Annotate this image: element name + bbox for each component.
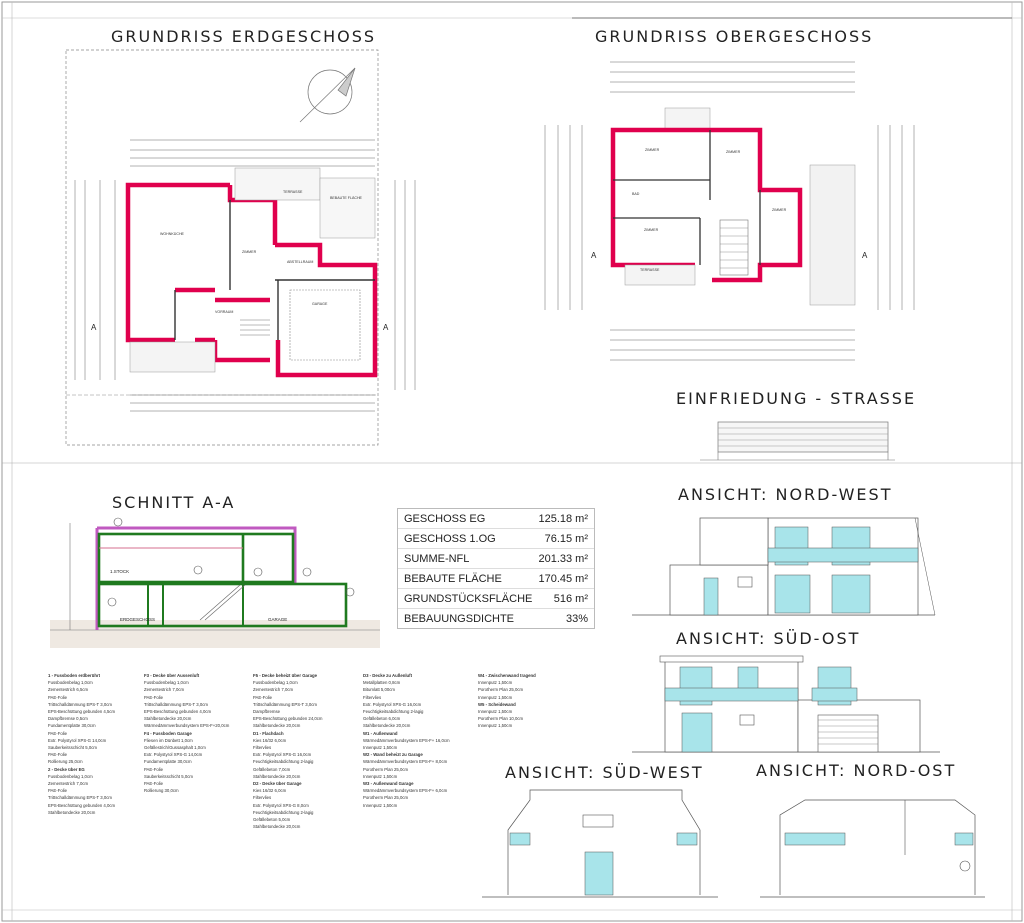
legend-line: EPS-Beschüttung gebunden 4,5cm	[48, 709, 116, 715]
legend-line: Wärmedämmverbundsystem EPS-F+ 16,0cm	[363, 737, 450, 743]
legend-line: Fussbodenbelag 1,0cm	[48, 680, 93, 686]
legend-line: EPS-Beschüttung gebunden 4,0cm	[48, 802, 116, 808]
title-ansicht-nordost: ANSICHT: NORD-OST	[756, 761, 957, 780]
title-grundriss-og: GRUNDRISS OBERGESCHOSS	[595, 27, 874, 46]
legend-line: Zementestrich 7,0cm	[144, 687, 185, 693]
legend-line: Wärmedämmverbundsystem EPS-F+ 8,0cm	[363, 759, 448, 765]
legend-line: F4 - Fussboden Garage	[144, 730, 192, 736]
title-ansicht-suedwest: ANSICHT: SÜD-WEST	[505, 763, 704, 782]
legend-line: Zementestrich 6,5cm	[48, 687, 89, 693]
legend-line: Innenputz 1,50cm	[478, 723, 513, 729]
area-value: 516 m²	[553, 592, 588, 605]
elevation-suedwest	[482, 790, 718, 897]
legend-line: Fussbodenbelag 1,0cm	[253, 680, 298, 686]
legend-line: Stahlbetondecke 20,0cm	[253, 723, 301, 729]
legend-line: Rollierung 30,0cm	[144, 788, 179, 794]
legend-column-4	[363, 672, 450, 809]
title-ansicht-nordwest: ANSICHT: NORD-WEST	[678, 485, 893, 504]
legend-line: Extr. Polystyrol XPS-G 14,0cm	[144, 752, 203, 758]
area-label: BEBAUUNGSDICHTE	[404, 612, 515, 625]
legend-line: Sauberkeitsschicht 5,0cm	[48, 745, 97, 751]
room-label-garage: GARAGE	[312, 302, 328, 306]
legend-line: Gefällebeton 5,0cm	[253, 817, 291, 823]
legend-line: Stahlbetondecke 20,0cm	[253, 773, 301, 779]
legend-line: W1 - Außenwand	[363, 730, 398, 736]
legend-line: D3 - Decke zu Außenluft	[363, 673, 413, 678]
legend-line: PAE-Folie	[48, 788, 68, 794]
legend-line: Innenputz 1,50cm	[478, 694, 513, 700]
area-label: GRUNDSTÜCKSFLÄCHE	[404, 592, 533, 605]
legend-line: Gefällebeton 6,0cm	[363, 716, 401, 722]
legend-line: W4 - Zwischenwand tragend	[478, 673, 536, 678]
section-marker-og-a-right: A	[862, 251, 868, 260]
legend-line: Trittschalldämmung EPS-T 3,0cm	[48, 795, 112, 801]
legend-column-1	[48, 672, 115, 816]
floorplan-og	[545, 62, 914, 360]
room-label-bad: BAD	[632, 192, 640, 196]
legend-line: Extr. Polystyrol XPS-G 16,0cm	[253, 752, 312, 758]
legend-line: Innenputz 1,50cm	[363, 802, 398, 808]
room-label-bebaute-flaeche: BEBAUTE FLÄCHE	[330, 196, 362, 200]
elevation-suedost	[632, 656, 940, 752]
legend-line: Fundamentplatte 30,0cm	[144, 759, 192, 765]
area-value: 170.45 m²	[538, 572, 588, 585]
section-marker-a-right: A	[383, 323, 389, 332]
legend-line: PAE-Folie	[48, 730, 68, 736]
legend-column-2	[144, 672, 229, 794]
room-label-zimmer-og1: ZIMMER	[645, 148, 660, 152]
area-row	[398, 529, 594, 549]
room-label-wohnkueche: WOHNKÜCHE	[160, 232, 184, 236]
legend-line: EPS-Beschüttung gebunden 24,0cm	[253, 716, 323, 722]
legend-line: F5 - Decke beheizt über Garage	[253, 673, 317, 678]
area-row	[398, 609, 594, 628]
legend-line: Wärmedämmverbundsystem EPS-F+20,0cm	[144, 723, 230, 729]
legend-line: 2 - Decke über EG	[48, 766, 85, 772]
legend-line: Feuchtigkeitsabdichtung 2-lagig	[253, 809, 314, 815]
legend-line: Extr. Polystyrol XPS-G 14,0cm	[48, 737, 107, 743]
section-drawing	[50, 518, 380, 648]
legend-column-5	[478, 672, 536, 730]
legend-line: PAE-Folie	[253, 694, 273, 700]
legend-line: Filtervlies	[363, 694, 382, 700]
legend-line: Stahlbetondecke 20,0cm	[253, 824, 301, 830]
legend-line: Fussbodenbelag 1,0cm	[144, 680, 189, 686]
legend-line: Fliesen im Dünbett 1,0cm	[144, 737, 193, 743]
room-label-zimmer-og3: ZIMMER	[644, 228, 659, 232]
legend-column-3	[253, 672, 323, 830]
area-label: GESCHOSS 1.OG	[404, 532, 496, 545]
legend-line: W3 - Außenwand Garage	[363, 781, 414, 787]
section-label-stock: 1.STOCK	[110, 569, 130, 574]
legend-line: Innenputz 1,50cm	[478, 680, 513, 686]
legend-line: Innenputz 1,50cm	[363, 745, 398, 751]
legend-line: Trittschalldämmung EPS-T 3,0cm	[253, 701, 317, 707]
legend-line: Sauberkeitsschicht 5,0cm	[144, 773, 193, 779]
area-value: 33%	[565, 612, 588, 625]
legend-line: Zementestrich 7,0cm	[253, 687, 294, 693]
legend-line: Bitumlatt 5,00cm	[363, 687, 396, 693]
legend-line: Trittschalldämmung EPS-T 3,0cm	[144, 701, 208, 707]
legend-line: Feuchtigkeitsabdichtung 2-lagig	[363, 709, 424, 715]
floorplan-eg	[66, 50, 415, 445]
legend-line: Filtervlies	[253, 745, 272, 751]
legend-line: Dampfbremse	[253, 709, 280, 715]
title-schnitt: SCHNITT A-A	[112, 493, 236, 512]
legend-line: PAE-Folie	[144, 766, 164, 772]
legend-line: Fussbodenbelag 1,0cm	[48, 773, 93, 779]
room-label-vorraum: VORRAUM	[215, 310, 234, 314]
area-value: 125.18 m²	[538, 512, 588, 525]
legend-line: Innenputz 1,50cm	[363, 773, 398, 779]
area-label: BEBAUTE FLÄCHE	[404, 572, 502, 585]
section-marker-a-left: A	[91, 323, 97, 332]
room-label-terrasse-eg: TERRASSE	[283, 190, 303, 194]
legend-line: Dampfbremse 0,5cm	[48, 716, 88, 722]
elevation-nordwest	[632, 518, 935, 615]
legend-line: Innenputz 1,50cm	[478, 709, 513, 715]
legend-line: D1 - Flachdach	[253, 730, 284, 736]
legend-line: Metallplatten 0,8cm	[363, 680, 401, 686]
legend-line: Filtervlies	[253, 795, 272, 801]
legend-line: Fundamentplatte 30,0cm	[48, 723, 96, 729]
room-label-zimmer-og2: ZIMMER	[726, 150, 741, 154]
room-label-terrasse-og: TERRASSE	[640, 268, 660, 272]
legend-line: Feuchtigkeitsabdichtung 2-lagig	[253, 759, 314, 765]
area-row	[398, 549, 594, 569]
einfriedung-drawing	[700, 422, 895, 460]
area-value: 76.15 m²	[544, 532, 588, 545]
legend-line: Porotherm Plan 25,0cm	[478, 687, 524, 693]
legend-line: W2 - Wand beheizt zu Garage	[363, 752, 423, 758]
title-grundriss-eg: GRUNDRISS ERDGESCHOSS	[111, 27, 377, 46]
legend-line: Stahlbetondecke 20,0cm	[363, 723, 411, 729]
title-ansicht-suedost: ANSICHT: SÜD-OST	[676, 629, 861, 648]
legend-line: Kies 16/32 6,0cm	[253, 737, 287, 743]
legend-line: Stahlbetondecke 20,0cm	[48, 809, 96, 815]
legend-line: EPS-Beschüttung gebunden 4,0cm	[144, 709, 212, 715]
legend-line: W5 - Scheidewand	[478, 701, 516, 707]
legend-line: Porotherm Plan 10,0cm	[478, 716, 524, 722]
legend-line: F3 - Decke über Aussenluft	[144, 673, 200, 678]
legend-line: Zementestrich 7,0cm	[48, 781, 89, 787]
room-label-zimmer-eg: ZIMMER	[242, 250, 257, 254]
legend-line: Kies 16/32 6,0cm	[253, 788, 287, 794]
area-row	[398, 509, 594, 529]
legend-line: PAE-Folie	[144, 781, 164, 787]
area-row	[398, 589, 594, 609]
legend-line: Gefällestrich/Gussasphalt 1,0cm	[144, 745, 206, 751]
legend-line: Porotherm Plan 25,0cm	[363, 795, 409, 801]
section-label-garage: GARAGE	[268, 617, 288, 622]
area-row	[398, 569, 594, 589]
legend-line: Gefällebeton 7,0cm	[253, 766, 291, 772]
legend-line: Porotherm Plan 25,0cm	[363, 766, 409, 772]
area-value: 201.33 m²	[538, 552, 588, 565]
legend-line: Rollierung 25,0cm	[48, 759, 83, 765]
legend-line: PAE-Folie	[144, 694, 164, 700]
legend-line: 1 - Fussboden erdberührt	[48, 673, 101, 678]
legend-line: Trittschalldämmung EPS-T 3,0cm	[48, 701, 112, 707]
room-label-zimmer-og4: ZIMMER	[772, 208, 787, 212]
legend-line: PAE-Folie	[48, 694, 68, 700]
legend-line: Stahlbetondecke 20,0cm	[144, 716, 192, 722]
legend-line: PAE-Folie	[48, 752, 68, 758]
elevation-nordost	[760, 800, 985, 897]
title-einfriedung: EINFRIEDUNG - STRASSE	[676, 389, 917, 408]
area-table	[397, 508, 595, 629]
room-label-abstellraum: ABSTELLRAUM	[287, 260, 314, 264]
section-marker-og-a-left: A	[591, 251, 597, 260]
area-label: SUMME-NFL	[404, 552, 470, 565]
section-label-erdgeschoss: ERDGESCHOSS	[120, 617, 156, 622]
legend-line: D2 - Decke über Garage	[253, 781, 302, 787]
legend-line: Extr. Polystyrol XPS-G 16,0cm	[363, 701, 422, 707]
legend-line: Extr. Polystyrol XPS-G 8,0cm	[253, 802, 309, 808]
area-label: GESCHOSS EG	[404, 512, 486, 525]
legend-line: Wärmedämmverbundsystem EPS-F+ 6,0cm	[363, 788, 448, 794]
